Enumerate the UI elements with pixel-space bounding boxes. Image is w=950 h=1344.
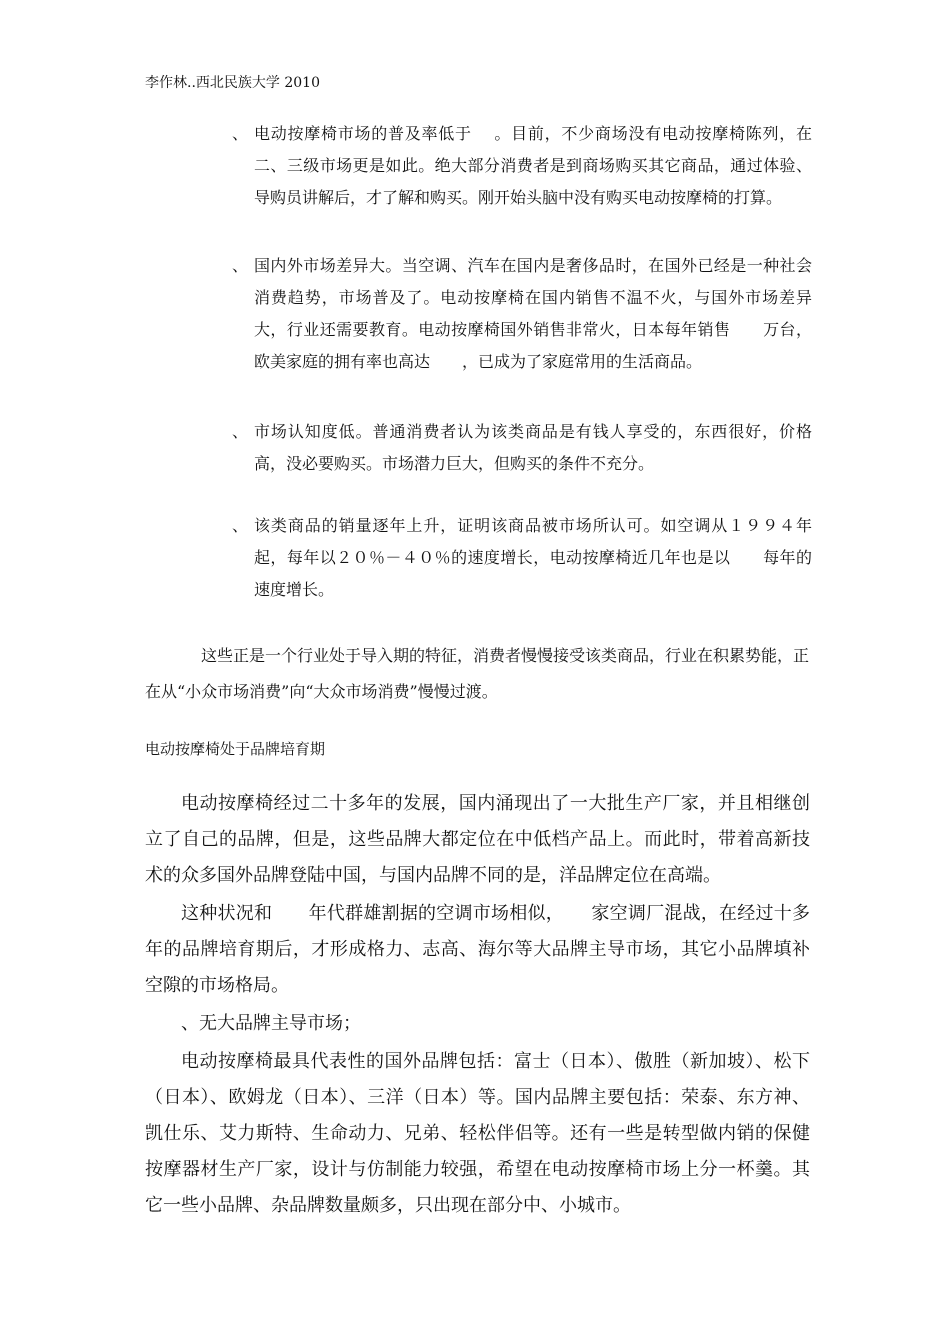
list-bullet: 、: [232, 422, 249, 441]
list-bullet: 、: [232, 516, 249, 535]
page-header: 李作林..西北民族大学 2010: [145, 75, 320, 91]
list-item: [232, 250, 812, 378]
list-item-text: 电动按摩椅市场的普及率低于 。目前，不少商场没有电动按摩椅陈列，在二、三级市场更是如此。绝大部分消费者是到商场购买其它商品，通过体验、导购员讲解后，才了解和购买。刚开始头脑中没有购买电动按摩椅的打算。: [254, 124, 812, 207]
list-item-text: 国内外市场差异大。当空调、汽车在国内是奢侈品时，在国外已经是一种社会消费趋势，市场普及了。电动按摩椅在国内销售不温不火，与国外市场差异大，行业还需要教育。电动按摩椅国外销售非常火，日本每年销售 万台，欧美家庭的拥有率也高达 ，已成为了家庭常用的生活商品。: [254, 256, 812, 371]
list-item: [232, 118, 812, 214]
body-paragraph: 电动按摩椅经过二十多年的发展，国内涌现出了一大批生产厂家，并且相继创立了自己的品牌，但是，这些品牌大都定位在中低档产品上。而此时，带着高新技术的众多国外品牌登陆中国，与国内品牌不同的是，洋品牌定位在高端。: [145, 793, 810, 886]
list-item-text: 该类商品的销量逐年上升，证明该商品被市场所认可。如空调从１９９４年起，每年以２０％－４０％的速度增长，电动按摩椅近几年也是以 每年的速度增长。: [254, 516, 812, 599]
list-bullet: 、: [232, 124, 249, 143]
list-item: [232, 416, 812, 480]
section-heading: 电动按摩椅处于品牌培育期: [145, 740, 326, 758]
list-item-text: 市场认知度低。普通消费者认为该类商品是有钱人享受的，东西很好，价格高，没必要购买。市场潜力巨大，但购买的条件不充分。: [254, 422, 812, 473]
list-item: [232, 510, 812, 606]
body-paragraph: 、无大品牌主导市场；: [181, 1013, 361, 1034]
summary-paragraph: 这些正是一个行业处于导入期的特征，消费者慢慢接受该类商品，行业在积累势能，正在从“小众市场消费”向“大众市场消费”慢慢过渡。: [145, 646, 810, 701]
body-paragraph: 这种状况和 年代群雄割据的空调市场相似， 家空调厂混战，在经过十多年的品牌培育期后，才形成格力、志高、海尔等大品牌主导市场，其它小品牌填补空隙的市场格局。: [145, 903, 810, 996]
body-paragraph: 电动按摩椅最具代表性的国外品牌包括：富士（日本）、傲胜（新加坡）、松下（日本）、欧姆龙（日本）、三洋（日本）等。国内品牌主要包括：荣泰、东方神、凯仕乐、艾力斯特、生命动力、兄弟、轻松伴侣等。还有一些是转型做内销的保健按摩器材生产厂家，设计与仿制能力较强，希望在电动按摩椅市场上分一杯羹。其它一些小品牌、杂品牌数量颇多，只出现在部分中、小城市。: [145, 1051, 810, 1216]
list-bullet: 、: [232, 256, 249, 275]
